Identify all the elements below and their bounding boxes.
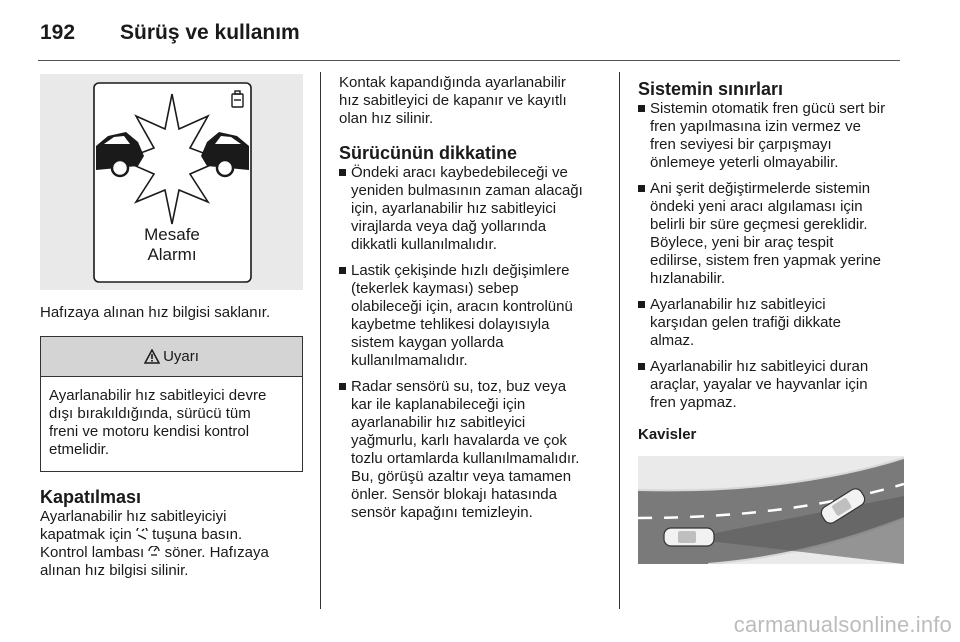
warning-box <box>40 336 303 472</box>
list-item: Öndeki aracı kaybedebileceği ve yeniden bulmasının zaman alacağı için, ayarlanabilir hız sabitleyici virajlarda veya dağ yollarında dikkatli kullanılmalıdır. <box>339 164 604 254</box>
kapatilmasi-line: kapatmak için tuşuna basın. <box>40 526 243 543</box>
kapatilmasi-line: Ayarlanabilir hız sabitleyiciyi <box>40 508 227 525</box>
driver-attention-list <box>339 164 604 522</box>
intro-line: olan hız silinir. <box>339 110 434 127</box>
list-item: Ayarlanabilir hız sabitleyici duran araçlar, yayalar ve hayvanlar için fren yapmaz. <box>638 358 904 412</box>
system-limits-list <box>638 100 904 412</box>
page-header <box>40 18 300 48</box>
warning-line: etmelidir. <box>49 441 110 458</box>
intro-line: Kontak kapandığında ayarlanabilir <box>339 74 566 91</box>
page-number: 192 <box>40 21 76 44</box>
kapatilmasi-text <box>40 508 303 580</box>
warning-body <box>41 377 302 471</box>
list-item: Ayarlanabilir hız sabitleyici karşıdan gelen trafiği dikkate almaz. <box>638 296 904 350</box>
kapatilmasi-heading: Kapatılması <box>40 487 142 507</box>
list-item: Sistemin otomatik fren gücü sert bir fren yapılmasına izin vermez ve fren seviyesi bir çarpışmayı önlemeye yeterli olmayabilir. <box>638 100 904 172</box>
system-limits-heading: Sistemin sınırları <box>638 79 784 99</box>
figure-label-line2: Alarmı <box>147 245 197 264</box>
cruise-control-off-icon <box>136 528 148 540</box>
collision-warning-star-icon <box>40 74 303 290</box>
intro-paragraph <box>339 74 604 128</box>
chapter-title: Sürüş ve kullanım <box>120 21 300 44</box>
own-car-icon <box>664 528 714 546</box>
column-3 <box>638 74 904 564</box>
kapatilmasi-line: Kontrol lambası söner. Hafızaya <box>40 544 269 561</box>
kapatilmasi-line: alınan hız bilgisi silinir. <box>40 562 189 579</box>
column-divider-2 <box>619 72 620 609</box>
list-item: Radar sensörü su, toz, buz veya kar ile kaplanabileceği için ayarlanabilir hız sabitleyici yağmurlu, karlı havalarda ve çok tozlu ortamlarda kullanılmamalıdır. Bu, görüşü azaltır veya tamamen önler. Sensör blokajı hatasında sensör kapağını temizleyin. <box>339 378 604 522</box>
warning-triangle-icon <box>144 349 160 364</box>
warning-line: dışı bırakıldığında, sürücü tüm <box>49 405 251 422</box>
warning-title: Uyarı <box>163 347 199 365</box>
cruise-lamp-icon <box>148 546 160 558</box>
list-item: Ani şerit değiştirmelerde sistemin öndeki yeni aracı algılaması için belirli bir süre geçmesi gereklidir. Böylece, yeni bir araç tespit edilirse, sistem fren yapmak yerine hızlanabilir. <box>638 180 904 288</box>
intro-line: hız sabitleyici de kapanır ve kayıtlı <box>339 92 567 109</box>
column-1 <box>40 74 303 580</box>
curve-road-illustration <box>638 456 904 564</box>
warning-line: freni ve motoru kendisi kontrol <box>49 423 250 440</box>
curve-road-figure <box>638 456 904 564</box>
driver-attention-heading: Sürücünün dikkatine <box>339 143 518 163</box>
warning-header <box>41 337 302 377</box>
curves-subheading: Kavisler <box>638 426 697 443</box>
list-item: Lastik çekişinde hızlı değişimlere (tekerlek kayması) sebep olabileceği için, aracın kontrolünü kaybetme tehlikesi dolayısıyla sistem kaygan yollarda kullanılmamalıdır. <box>339 262 604 370</box>
warning-line: Ayarlanabilir hız sabitleyici devre <box>49 387 267 404</box>
figure-label-line1: Mesafe <box>144 225 200 244</box>
header-rule <box>38 60 900 61</box>
distance-alarm-figure <box>40 74 303 290</box>
column-divider-1 <box>320 72 321 609</box>
watermark: carmanualsonline.info <box>733 612 952 637</box>
column-2 <box>339 74 604 530</box>
memory-text: Hafızaya alınan hız bilgisi saklanır. <box>40 304 271 321</box>
